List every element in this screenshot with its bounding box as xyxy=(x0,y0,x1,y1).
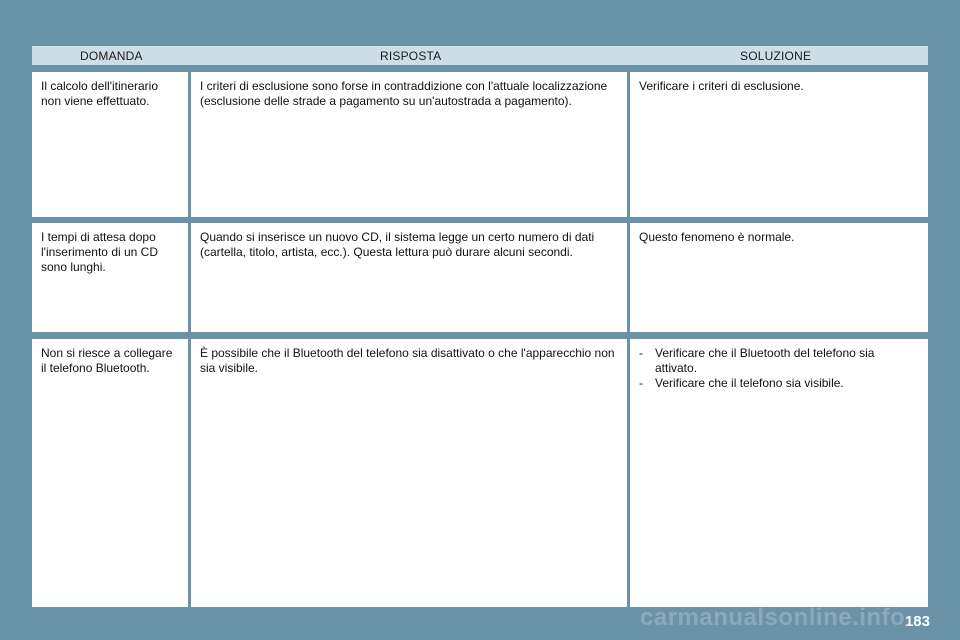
header-domanda: DOMANDA xyxy=(80,49,143,63)
answer-text: I criteri di esclusione sono forse in contraddizione con l'attuale localizzazione (esclusione delle strade a pagamento su un'autostrada a pagamento). xyxy=(200,79,608,108)
answer-text: Quando si inserisce un nuovo CD, il sistema legge un certo numero di dati (cartella, titolo, artista, ecc.). Questa lettura può durare alcuni secondi. xyxy=(200,230,595,259)
question-text: Il calcolo dell'itinerario non viene effettuato. xyxy=(41,79,159,108)
question-cell xyxy=(32,72,188,217)
bullet-dash: - xyxy=(639,376,643,390)
header-soluzione: SOLUZIONE xyxy=(740,49,812,63)
question-text: I tempi di attesa dopo l'inserimento di un CD sono lunghi. xyxy=(41,230,159,274)
answer-cell xyxy=(191,72,627,217)
question-cell xyxy=(32,339,188,607)
answer-cell xyxy=(191,223,627,332)
solution-list-item xyxy=(639,346,918,376)
solution-list-item xyxy=(639,376,918,391)
question-text: Non si riesce a collegare il telefono Bluetooth. xyxy=(41,346,173,375)
solution-item-text: Verificare che il Bluetooth del telefono sia attivato. xyxy=(655,346,875,375)
solution-cell xyxy=(630,72,928,217)
solution-text: Questo fenomeno è normale. xyxy=(639,230,795,244)
solution-text: Verificare i criteri di esclusione. xyxy=(639,79,804,93)
solution-cell xyxy=(630,339,928,607)
table-header xyxy=(32,46,928,65)
bullet-dash: - xyxy=(639,346,643,360)
header-risposta: RISPOSTA xyxy=(380,49,442,63)
page-number: 183 xyxy=(904,613,930,630)
question-cell xyxy=(32,223,188,332)
watermark: carmanualsonline.info xyxy=(640,604,906,631)
answer-text: È possibile che il Bluetooth del telefono sia disattivato o che l'apparecchio non sia visibile. xyxy=(200,346,615,375)
solution-item-text: Verificare che il telefono sia visibile. xyxy=(655,376,844,390)
answer-cell xyxy=(191,339,627,607)
solution-cell xyxy=(630,223,928,332)
